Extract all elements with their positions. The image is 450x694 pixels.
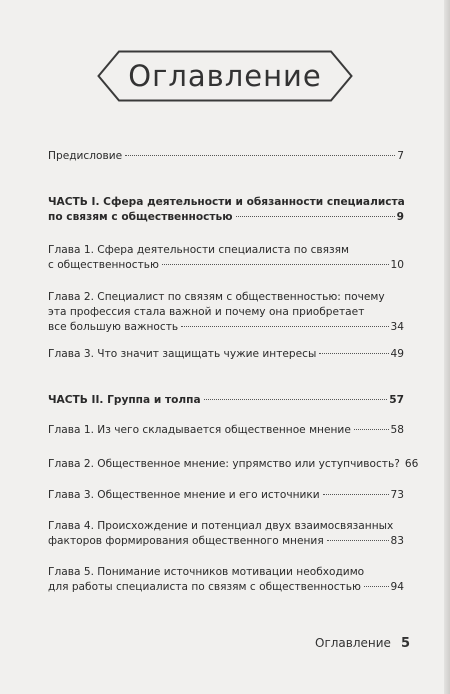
page-title: Оглавление [128,59,322,93]
toc-entry-last-line [48,258,404,273]
toc-chapter-entry [48,565,404,595]
toc-entry-last-line [48,423,404,438]
dot-leader [354,429,389,430]
toc-entry-text: Глава 1. Из чего складывается общественное мнение [48,424,351,436]
toc-entry-text: все большую важность [48,321,179,333]
dot-leader [125,155,395,156]
toc-entry-text: факторов формирования общественного мнения [48,535,324,547]
toc-entry-text: Глава 2. Общественное мнение: упрямство или уступчивость? [48,458,400,470]
toc-chapter-entry [48,519,404,549]
dot-leader [204,399,388,400]
dot-leader [236,216,395,217]
toc-entry-text: Глава 3. Общественное мнение и его источники [48,489,320,501]
toc-entry-last-line [48,210,404,225]
toc-chapter-entry [48,290,404,335]
toc-entry-text: Глава 4. Происхождение и потенциал двух взаимосвязанных [48,520,394,532]
toc-chapter-entry [48,347,404,362]
toc-page-number: 73 [390,489,404,501]
toc-chapter-entry [48,488,404,503]
toc-page-number: 9 [396,211,404,223]
toc-page-number: 66 [404,458,419,470]
heading-frame [97,50,353,102]
toc-page-number: 7 [397,150,404,162]
dot-leader [323,494,389,495]
toc-entry-text: Глава 3. Что значит защищать чужие интересы [48,348,317,360]
toc-chapter-entry [48,149,404,164]
toc-chapter-entry [48,243,404,273]
dot-leader [162,264,389,265]
toc-entry-text: ЧАСТЬ II. Группа и толпа [48,394,201,406]
toc-entry-last-line [48,149,404,164]
toc-entry-last-line [48,320,404,335]
toc-entry-text: ЧАСТЬ I. Сфера деятельности и обязанности специалиста [48,196,405,208]
toc-entry-last-line [48,347,404,362]
toc-entry-last-line [48,393,404,408]
toc-entry-text: Глава 1. Сфера деятельности специалиста по связям [48,244,350,256]
dot-leader [319,353,388,354]
toc-page-number: 34 [390,321,404,333]
footer-label: Оглавление [315,636,391,650]
toc-entry-last-line [48,488,404,503]
dot-leader [181,326,388,327]
toc-entry-text: Глава 2. Специалист по связям с общественностью: почему [48,291,385,303]
toc-part-entry [48,195,404,225]
toc-page-number: 49 [390,348,404,360]
toc-chapter-entry [48,423,404,438]
toc-part-entry [48,393,404,408]
toc-entry-text: для работы специалиста по связям с общественностью [48,581,361,593]
dot-leader [364,586,389,587]
toc-page-number: 83 [390,535,404,547]
toc-entry-text: эта профессия стала важной и почему она приобретает [48,306,365,318]
toc-entry-last-line [48,534,404,549]
footer-page-number: 5 [400,636,410,651]
toc-entry-text: Предисловие [48,150,123,162]
toc-entry-text: Глава 5. Понимание источников мотивации необходимо [48,566,365,578]
running-footer [315,636,410,651]
toc-entry-text: с общественностью [48,259,159,271]
toc-page-number: 58 [390,424,404,436]
toc-entry-last-line [48,580,404,595]
toc-page-number: 57 [389,394,404,406]
toc-page-number: 94 [390,581,404,593]
toc-entry-last-line [48,457,419,472]
toc-entry-text: по связям с общественностью [48,211,233,223]
toc-page-number: 10 [390,259,404,271]
dot-leader [327,540,389,541]
page-edge [444,0,450,694]
toc-chapter-entry [48,457,419,472]
